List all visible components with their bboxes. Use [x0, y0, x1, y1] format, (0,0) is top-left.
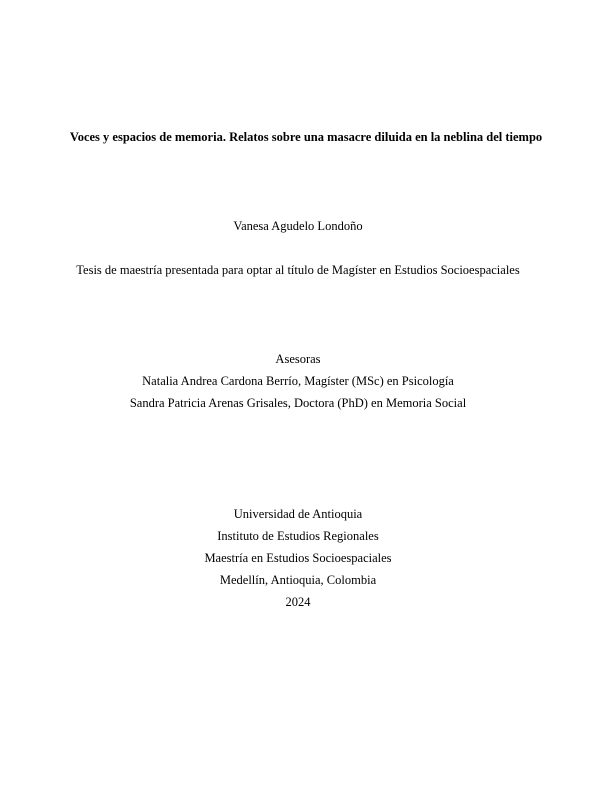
author-name: Vanesa Agudelo Londoño: [233, 219, 363, 233]
university-name: Universidad de Antioquia: [233, 507, 363, 521]
program-name: Maestría en Estudios Socioespaciales: [204, 551, 392, 565]
location: Medellín, Antioquia, Colombia: [219, 573, 377, 587]
advisor-name: Natalia Andrea Cardona Berrío, Magíster (MSc) en Psicología: [142, 374, 454, 388]
advisor-name: Sandra Patricia Arenas Grisales, Doctora (PhD) en Memoria Social: [129, 396, 467, 410]
degree-statement: Tesis de maestría presentada para optar al título de Magíster en Estudios Socioespaciales: [76, 263, 520, 277]
advisors-heading: Asesoras: [275, 352, 321, 366]
thesis-title: Voces y espacios de memoria. Relatos sobre una masacre diluida en la neblina del tiempo: [69, 130, 543, 144]
institute-name: Instituto de Estudios Regionales: [217, 529, 379, 543]
year: 2024: [285, 595, 311, 609]
